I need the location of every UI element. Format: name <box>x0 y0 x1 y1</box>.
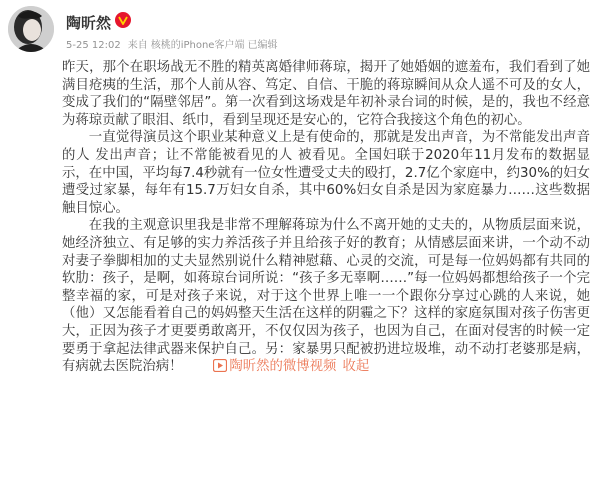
post-time[interactable]: 5-25 12:02 <box>66 40 121 51</box>
post-meta <box>66 36 280 51</box>
post-paragraph-text: 在我的主观意识里我是非常不理解蒋琼为什么不离开她的丈夫的，从物质层面来说，她经济独立、有足够的实力养活孩子并且给孩子好的教育；从情感层面来讲，一个动不动对妻子拳脚相加的丈夫显然别说什么精神慰藉、心灵的交流，可是每一位妈妈都有共同的软肋：孩子，是啊，如蒋琼台词所说：“孩子多无辜啊……”每一位妈妈都想给孩子一个完整幸福的家，可是对孩子来说，对于这个世界上唯一一个跟你分享过心跳的人来说，她（他）又怎能看着自己的妈妈整天生活在这样的阴霾之下？这样的家庭氛围对孩子伤害更大，正因为孩子才更要勇敢离开，不仅仅因为孩子，也因为自己，在面对侵害的时候一定要勇于拿起法律武器来保护自己。另：家暴男只配被扔进垃圾堆，动不动打老婆那是病，有病就去医院治病！ <box>62 218 590 375</box>
author-name[interactable]: 陶昕然 <box>66 14 112 32</box>
post-paragraph-last <box>62 217 590 377</box>
post-paragraph: 一直觉得演员这个职业某种意义上是有使命的，那就是发出声音，为不常能发出声音的人 发出声音；让不常能被看见的人 被看见。全国妇联于2020年11月发布的数据显示，在中国，平均每7.4秒就有一位女性遭受丈夫的殴打，2.7亿个家庭中，约30%的妇女遭受过家暴，每年有15.7万妇女自杀，其中60%妇女自杀是因为家庭暴力……这些数据触目惊心。 <box>62 130 590 216</box>
post-source[interactable]: 核桃的iPhone客户端 <box>150 40 245 51</box>
post-content <box>62 59 590 378</box>
post-header <box>0 0 600 60</box>
post-paragraph: 昨天，那个在职场战无不胜的精英离婚律师蒋琼，揭开了她婚姻的遮羞布，我们看到了她满目疮痍的生活，那个人前从容、笃定、自信、干脆的蒋琼瞬间从众人遥不可及的女人，变成了我们的“隔壁邻居”。第一次看到这场戏是年初补录台词的时候，是的，我也不经意为蒋琼贡献了眼泪、纸巾，看到呈现还是安心的，它符合我接这个角色的初心。 <box>62 60 590 128</box>
collapse-button[interactable]: 收起 <box>342 359 370 375</box>
video-link-icon[interactable] <box>187 359 228 378</box>
video-link[interactable]: 陶昕然的微博视频 <box>229 359 337 375</box>
avatar[interactable] <box>8 6 54 52</box>
edited-label[interactable]: 已编辑 <box>247 40 278 51</box>
source-prefix: 来自 <box>127 40 148 51</box>
weibo-vip-badge-icon <box>115 12 131 28</box>
